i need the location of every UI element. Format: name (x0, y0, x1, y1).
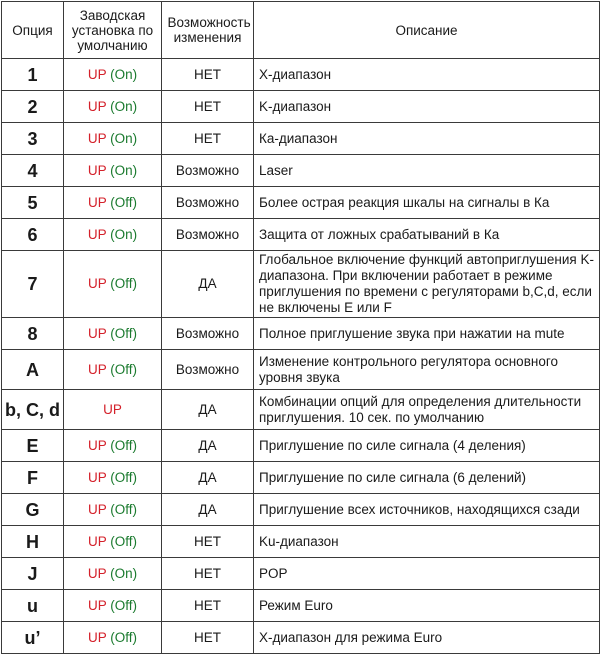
default-state: (On) (110, 98, 138, 114)
up-label: UP (87, 533, 107, 549)
table-row (2, 187, 600, 219)
changeable-cell: Возможно (162, 187, 254, 219)
option-cell: J (2, 558, 64, 590)
changeable-cell: НЕТ (162, 622, 254, 654)
table-row (2, 430, 600, 462)
factory-default-cell (64, 494, 162, 526)
description-cell: X-диапазон (254, 59, 600, 91)
factory-default-cell (64, 350, 162, 390)
table-row (2, 350, 600, 390)
factory-default-cell (64, 622, 162, 654)
description-cell: POP (254, 558, 600, 590)
default-state: (On) (110, 66, 138, 82)
table-row (2, 155, 600, 187)
table-row (2, 494, 600, 526)
factory-default-cell (64, 123, 162, 155)
factory-default-cell (64, 155, 162, 187)
factory-default-cell (64, 91, 162, 123)
table-row (2, 123, 600, 155)
table-row (2, 251, 600, 318)
description-cell: Более острая реакция шкалы на сигналы в Ка (254, 187, 600, 219)
description-cell: Приглушение по силе сигнала (4 деления) (254, 430, 600, 462)
header-option: Опция (2, 2, 64, 59)
up-label: UP (87, 66, 107, 82)
factory-default-cell (64, 219, 162, 251)
changeable-cell: ДА (162, 430, 254, 462)
changeable-cell: ДА (162, 251, 254, 318)
changeable-cell: ДА (162, 462, 254, 494)
option-cell: F (2, 462, 64, 494)
factory-default-cell (64, 390, 162, 430)
options-table (1, 1, 600, 654)
option-cell: E (2, 430, 64, 462)
changeable-cell: Возможно (162, 350, 254, 390)
up-label: UP (87, 597, 107, 613)
description-cell: Полное приглушение звука при нажатии на mute (254, 318, 600, 350)
up-label: UP (87, 501, 107, 517)
up-label: UP (87, 98, 107, 114)
factory-default-cell (64, 558, 162, 590)
table-row (2, 462, 600, 494)
description-cell: Приглушение всех источников, находящихся сзади (254, 494, 600, 526)
description-cell: X-диапазон для режима Euro (254, 622, 600, 654)
factory-default-cell (64, 526, 162, 558)
factory-default-cell (64, 318, 162, 350)
changeable-cell: НЕТ (162, 123, 254, 155)
up-label: UP (87, 629, 107, 645)
changeable-cell: НЕТ (162, 91, 254, 123)
up-label: UP (87, 162, 107, 178)
table-row (2, 590, 600, 622)
option-cell: H (2, 526, 64, 558)
option-cell: G (2, 494, 64, 526)
table-row (2, 526, 600, 558)
factory-default-cell (64, 251, 162, 318)
default-state: (Off) (110, 597, 138, 613)
default-state: (Off) (110, 629, 138, 645)
header-changeable: Возможность изменения (162, 2, 254, 59)
option-cell: 7 (2, 251, 64, 318)
default-state: (On) (110, 226, 138, 242)
option-cell: b, C, d (2, 390, 64, 430)
default-state: (Off) (110, 469, 138, 485)
description-cell: Изменение контрольного регулятора основного уровня звука (254, 350, 600, 390)
description-cell: Приглушение по силе сигнала (6 делений) (254, 462, 600, 494)
changeable-cell: НЕТ (162, 590, 254, 622)
header-factory-default: Заводская установка по умолчанию (64, 2, 162, 59)
table-row (2, 558, 600, 590)
changeable-cell: ДА (162, 494, 254, 526)
changeable-cell: НЕТ (162, 59, 254, 91)
up-label: UP (87, 226, 107, 242)
table-row (2, 59, 600, 91)
default-state: (On) (110, 565, 138, 581)
description-cell: Глобальное включение функций автоприглушения K-диапазона. При включении работает в режиме приглушения по времени с регуляторами b,C,d, если не включены E или F (254, 251, 600, 318)
header-description: Описание (254, 2, 600, 59)
option-cell: 2 (2, 91, 64, 123)
description-cell: Ка-диапазон (254, 123, 600, 155)
default-state: (Off) (110, 194, 138, 210)
up-label: UP (87, 276, 107, 291)
description-cell: Комбинации опций для определения длительности приглушения. 10 сек. по умолчанию (254, 390, 600, 430)
changeable-cell: Возможно (162, 219, 254, 251)
up-label: UP (87, 565, 107, 581)
table-row (2, 91, 600, 123)
option-cell: 4 (2, 155, 64, 187)
up-label: UP (87, 361, 107, 377)
default-state: (Off) (110, 437, 138, 453)
factory-default-cell (64, 462, 162, 494)
option-cell: A (2, 350, 64, 390)
table-row (2, 318, 600, 350)
changeable-cell: НЕТ (162, 558, 254, 590)
table-header (2, 2, 600, 59)
default-state: (Off) (110, 361, 138, 377)
up-label: UP (87, 194, 107, 210)
up-label: UP (87, 130, 107, 146)
table-body (2, 59, 600, 654)
default-state: (Off) (110, 501, 138, 517)
changeable-cell: ДА (162, 390, 254, 430)
option-cell: 5 (2, 187, 64, 219)
factory-default-cell (64, 59, 162, 91)
option-cell: u’ (2, 622, 64, 654)
table-row (2, 219, 600, 251)
table-row (2, 390, 600, 430)
option-cell: 6 (2, 219, 64, 251)
up-label: UP (87, 325, 107, 341)
default-state: (Off) (110, 276, 138, 291)
option-cell: u (2, 590, 64, 622)
default-state: (On) (110, 130, 138, 146)
description-cell: Защита от ложных срабатываний в Ка (254, 219, 600, 251)
description-cell: Ku-диапазон (254, 526, 600, 558)
table-row (2, 622, 600, 654)
default-state: (Off) (110, 533, 138, 549)
changeable-cell: Возможно (162, 318, 254, 350)
description-cell: K-диапазон (254, 91, 600, 123)
default-state: (On) (110, 162, 138, 178)
up-label: UP (103, 401, 122, 417)
changeable-cell: Возможно (162, 155, 254, 187)
factory-default-cell (64, 187, 162, 219)
changeable-cell: НЕТ (162, 526, 254, 558)
factory-default-cell (64, 430, 162, 462)
up-label: UP (87, 437, 107, 453)
up-label: UP (87, 469, 107, 485)
factory-default-cell (64, 590, 162, 622)
option-cell: 3 (2, 123, 64, 155)
option-cell: 8 (2, 318, 64, 350)
description-cell: Режим Euro (254, 590, 600, 622)
description-cell: Laser (254, 155, 600, 187)
default-state: (Off) (110, 325, 138, 341)
option-cell: 1 (2, 59, 64, 91)
